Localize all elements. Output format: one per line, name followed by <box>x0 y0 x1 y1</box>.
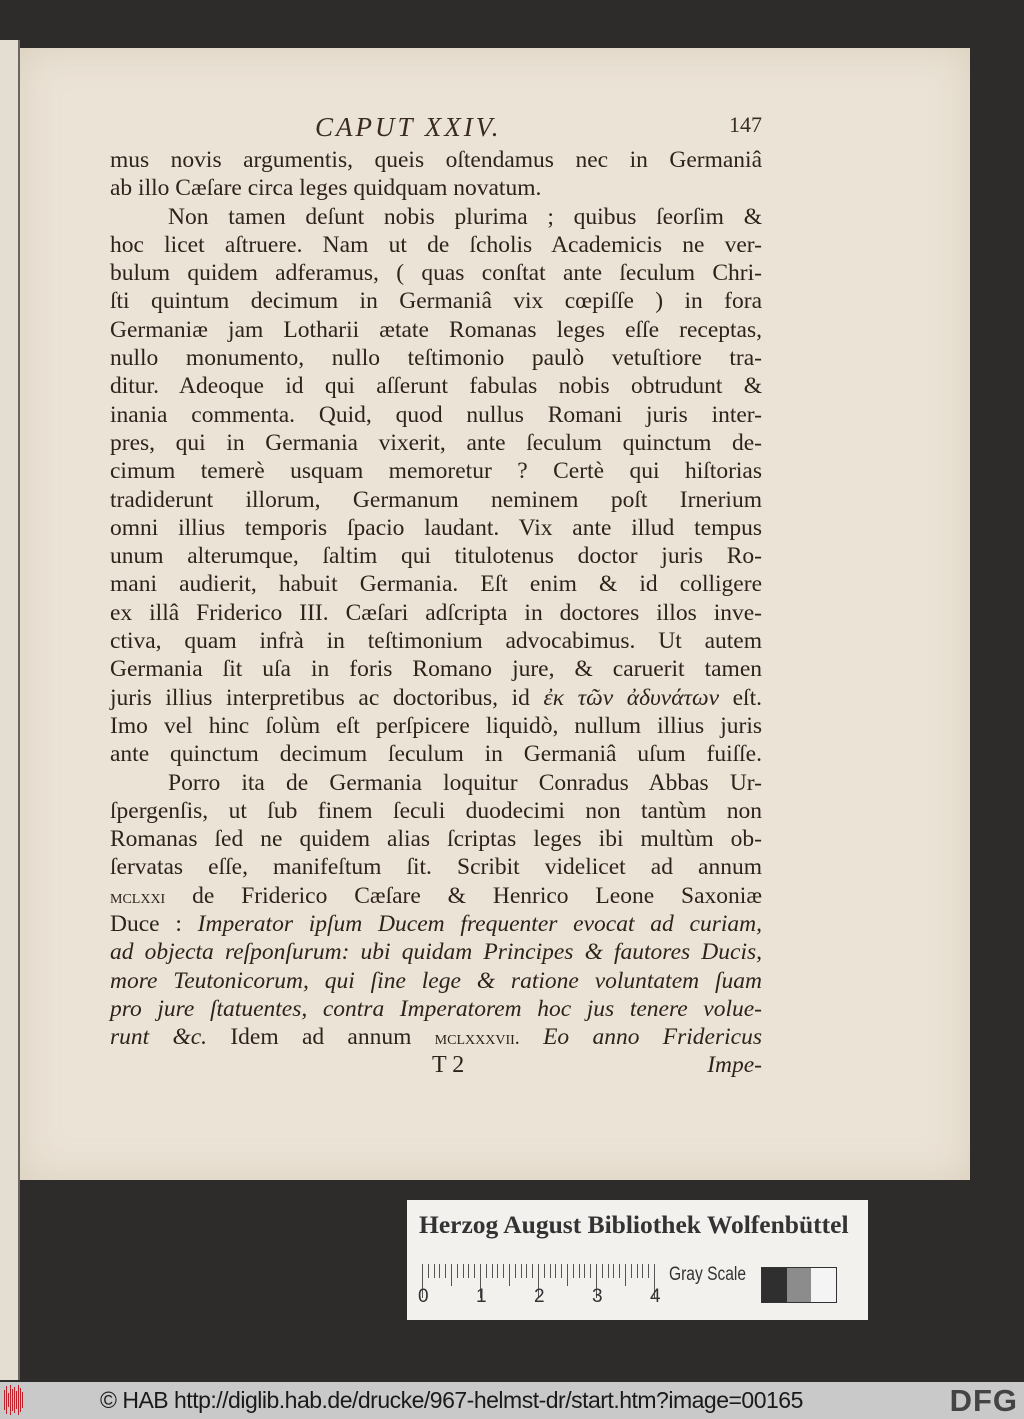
logo-bar <box>8 1393 9 1407</box>
ruler-tick <box>631 1264 632 1278</box>
text-segment: omni illius temporis ſpacio laudant. Vix ante illud tempus <box>110 514 762 541</box>
ruler-number: 4 <box>650 1286 661 1307</box>
ruler-tick <box>625 1264 626 1286</box>
text-line <box>110 570 762 598</box>
ruler-tick <box>521 1264 522 1278</box>
ruler-tick <box>584 1264 585 1278</box>
logo-bar <box>20 1388 21 1412</box>
logo-bar <box>6 1386 7 1414</box>
text-line <box>110 174 762 202</box>
text-segment: runt &c. <box>110 1024 208 1051</box>
text-line <box>110 1023 762 1051</box>
text-segment: Germaniæ jam Lotharii ætate Romanas leges eſſe receptas, <box>110 316 762 343</box>
ruler-tick <box>567 1264 568 1286</box>
gray-scale-label: Gray Scale <box>669 1264 747 1285</box>
text-line <box>110 316 762 344</box>
text-segment: ſpergenſis, ut ſub finem ſeculi duodecimi non tantùm non <box>110 797 762 824</box>
ruler-tick <box>613 1264 614 1278</box>
ruler-number: 3 <box>592 1286 603 1307</box>
text-segment: de Friderico Cæſare & Henrico Leone Saxoniæ <box>165 882 762 909</box>
logo-bar <box>22 1392 23 1408</box>
color-card <box>407 1200 868 1320</box>
text-segment: ſervatas eſſe, manifeſtum ſit. Scribit videlicet ad annum <box>110 854 762 881</box>
text-segment: more Teutonicorum, qui ſine lege & ratione voluntatem ſuam <box>110 967 762 994</box>
text-segment: ſti quintum decimum in Germaniâ vix cœpiſſe ) in fora <box>110 288 762 315</box>
text-line <box>110 712 762 740</box>
ruler-tick <box>532 1264 533 1278</box>
text-line <box>110 429 762 457</box>
text-segment: ctiva, quam infrà in teſtimonium advocabimus. Ut autem <box>110 628 762 655</box>
text-line <box>110 853 762 881</box>
text-line <box>110 514 762 542</box>
ruler-tick <box>550 1264 551 1278</box>
text-segment: nullo monumento, nullo teſtimonio paulò vetuſtiore tra- <box>110 345 762 372</box>
text-segment: ab illo Cæſare circa leges quidquam novatum. <box>110 175 542 202</box>
text-line <box>110 769 762 797</box>
ruler-tick <box>468 1264 469 1278</box>
logo-bar <box>12 1389 13 1411</box>
text-segment: tradiderunt illorum, Germanum neminem poſt Irnerium <box>110 486 762 513</box>
ruler-tick <box>561 1264 562 1278</box>
ruler-tick <box>602 1264 603 1278</box>
ruler-tick <box>503 1264 504 1278</box>
ruler-tick <box>434 1264 435 1278</box>
page-number: 147 <box>729 112 762 137</box>
text-segment: juris illius interpretibus ac doctoribus, id <box>110 684 544 711</box>
ruler-tick <box>544 1264 545 1278</box>
ruler-number: 2 <box>534 1286 545 1307</box>
text-line <box>110 486 762 514</box>
text-segment: eſt. <box>719 684 762 711</box>
ruler-tick <box>619 1264 620 1278</box>
ruler-tick <box>555 1264 556 1278</box>
text-line <box>110 542 762 570</box>
text-line <box>110 146 762 174</box>
text-segment: mus novis argumentis, queis oſtendamus nec in Germaniâ <box>110 147 762 173</box>
ruler-tick <box>492 1264 493 1278</box>
logo-bar <box>10 1385 11 1415</box>
hab-logo-icon <box>4 1385 26 1415</box>
ruler-tick <box>463 1264 464 1278</box>
copyright-link[interactable]: © HAB http://diglib.hab.de/drucke/967-helmst-dr/start.htm?image=00165 <box>100 1387 803 1413</box>
running-head <box>110 112 762 146</box>
gray-scale-patches <box>761 1267 837 1303</box>
text-line <box>110 401 762 429</box>
text-line <box>110 203 762 231</box>
ruler-tick <box>642 1264 643 1278</box>
ruler-number: 1 <box>476 1286 487 1307</box>
text-line <box>110 938 762 966</box>
ruler-tick <box>428 1264 429 1278</box>
ruler-tick <box>451 1264 452 1286</box>
text-line <box>110 259 762 287</box>
text-segment: Non tamen deſunt nobis plurima ; quibus ſeorſim & <box>168 203 762 230</box>
ruler-tick <box>637 1264 638 1278</box>
footer-bar <box>0 1382 1024 1419</box>
text-line <box>110 882 762 910</box>
ruler-tick <box>515 1264 516 1278</box>
text-segment: Idem ad annum <box>207 1024 435 1051</box>
text-segment: Porro ita de Germania loquitur Conradus Abbas Ur- <box>168 769 762 796</box>
text-line <box>110 684 762 712</box>
ruler-tick <box>573 1264 574 1278</box>
text-segment <box>520 1024 543 1050</box>
text-segment: Romanas ſed ne quidem alias ſcriptas leges ibi multùm ob- <box>110 826 762 853</box>
ruler-tick <box>579 1264 580 1278</box>
text-segment: pro jure ſtatuentes, contra Imperatorem hoc jus tenere volue- <box>110 995 762 1022</box>
logo-bar <box>14 1387 15 1413</box>
text-line <box>110 825 762 853</box>
ruler-number: 0 <box>418 1286 429 1307</box>
ruler-tick <box>590 1264 591 1278</box>
chapter-title: CAPUT XXIV. <box>315 112 502 142</box>
text-line <box>110 627 762 655</box>
text-segment: mclxxxvii. <box>434 1027 520 1050</box>
text-segment: hoc licet aſtruere. Nam ut de ſcholis Academicis ne ver- <box>110 231 762 258</box>
text-line <box>110 740 762 768</box>
text-segment: ante quinctum decimum ſeculum in Germaniâ uſum fuiſſe. <box>110 741 762 768</box>
text-line <box>110 457 762 485</box>
text-line <box>110 599 762 627</box>
text-line <box>110 231 762 259</box>
gray-patch <box>787 1268 812 1302</box>
ruler-tick <box>608 1264 609 1278</box>
ruler-tick <box>509 1264 510 1286</box>
text-segment: Germania ſit uſa in foris Romano jure, & caruerit tamen <box>110 656 762 683</box>
ruler-tick <box>486 1264 487 1278</box>
facing-page-edge <box>0 40 20 1380</box>
ruler-tick <box>648 1264 649 1278</box>
text-segment: Eo anno Fridericus <box>543 1024 762 1051</box>
body-text <box>110 146 762 1080</box>
text-segment: Duce : <box>110 911 198 938</box>
text-segment: Imo vel hinc ſolùm eſt perſpicere liquidò, nullum illius juris <box>110 712 762 739</box>
text-segment: pres, qui in Germania vixerit, ante ſeculum quinctum de- <box>110 429 762 456</box>
text-segment: mclxxi <box>110 885 166 908</box>
ruler-tick <box>457 1264 458 1278</box>
text-line <box>110 967 762 995</box>
institution-name: Herzog August Bibliothek Wolfenbüttel <box>419 1210 849 1239</box>
page-footer <box>110 1052 762 1080</box>
text-segment: cimum temerè usquam memoretur ? Certè qui hiſtorias <box>110 458 762 485</box>
ruler-tick <box>497 1264 498 1278</box>
ruler-tick <box>526 1264 527 1278</box>
text-segment: ad objecta reſponſurum: ubi quidam Principes & fautores Ducis, <box>110 939 762 966</box>
ruler-tick <box>474 1264 475 1278</box>
catchword: Impe- <box>707 1051 762 1078</box>
text-segment: ἐκ τῶν ἀδυνάτων <box>543 684 719 711</box>
text-segment: ditur. Adeoque id qui aſſerunt fabulas nobis obtrudunt & <box>110 373 762 400</box>
ruler-tick <box>445 1264 446 1278</box>
text-segment: inania commenta. Quid, quod nullus Romani juris inter- <box>110 401 762 428</box>
dfg-logo: DFG <box>949 1383 1018 1418</box>
signature-mark: T 2 <box>432 1051 465 1078</box>
ruler-tick <box>439 1264 440 1278</box>
logo-bar <box>18 1385 19 1415</box>
text-segment: Imperator ipſum Ducem frequenter evocat ad curiam, <box>197 911 762 938</box>
text-segment: mani audierit, habuit Germania. Eſt enim & id colligere <box>110 571 762 598</box>
gray-patch <box>762 1268 787 1302</box>
text-segment: ex illâ Friderico III. Cæſari adſcripta in doctores illos inve- <box>110 599 762 626</box>
logo-bar <box>16 1391 17 1409</box>
text-segment: unum alterumque, ſaltim qui titulotenus doctor juris Ro- <box>110 543 762 570</box>
logo-bar <box>4 1390 5 1410</box>
text-segment: bulum quidem adferamus, ( quas conſtat ante ſeculum Chri- <box>110 260 762 287</box>
text-line <box>110 797 762 825</box>
text-line <box>110 655 762 683</box>
text-line <box>110 344 762 372</box>
text-line <box>110 910 762 938</box>
gray-patch <box>811 1268 836 1302</box>
text-line <box>110 372 762 400</box>
text-line <box>110 287 762 315</box>
text-line <box>110 995 762 1023</box>
